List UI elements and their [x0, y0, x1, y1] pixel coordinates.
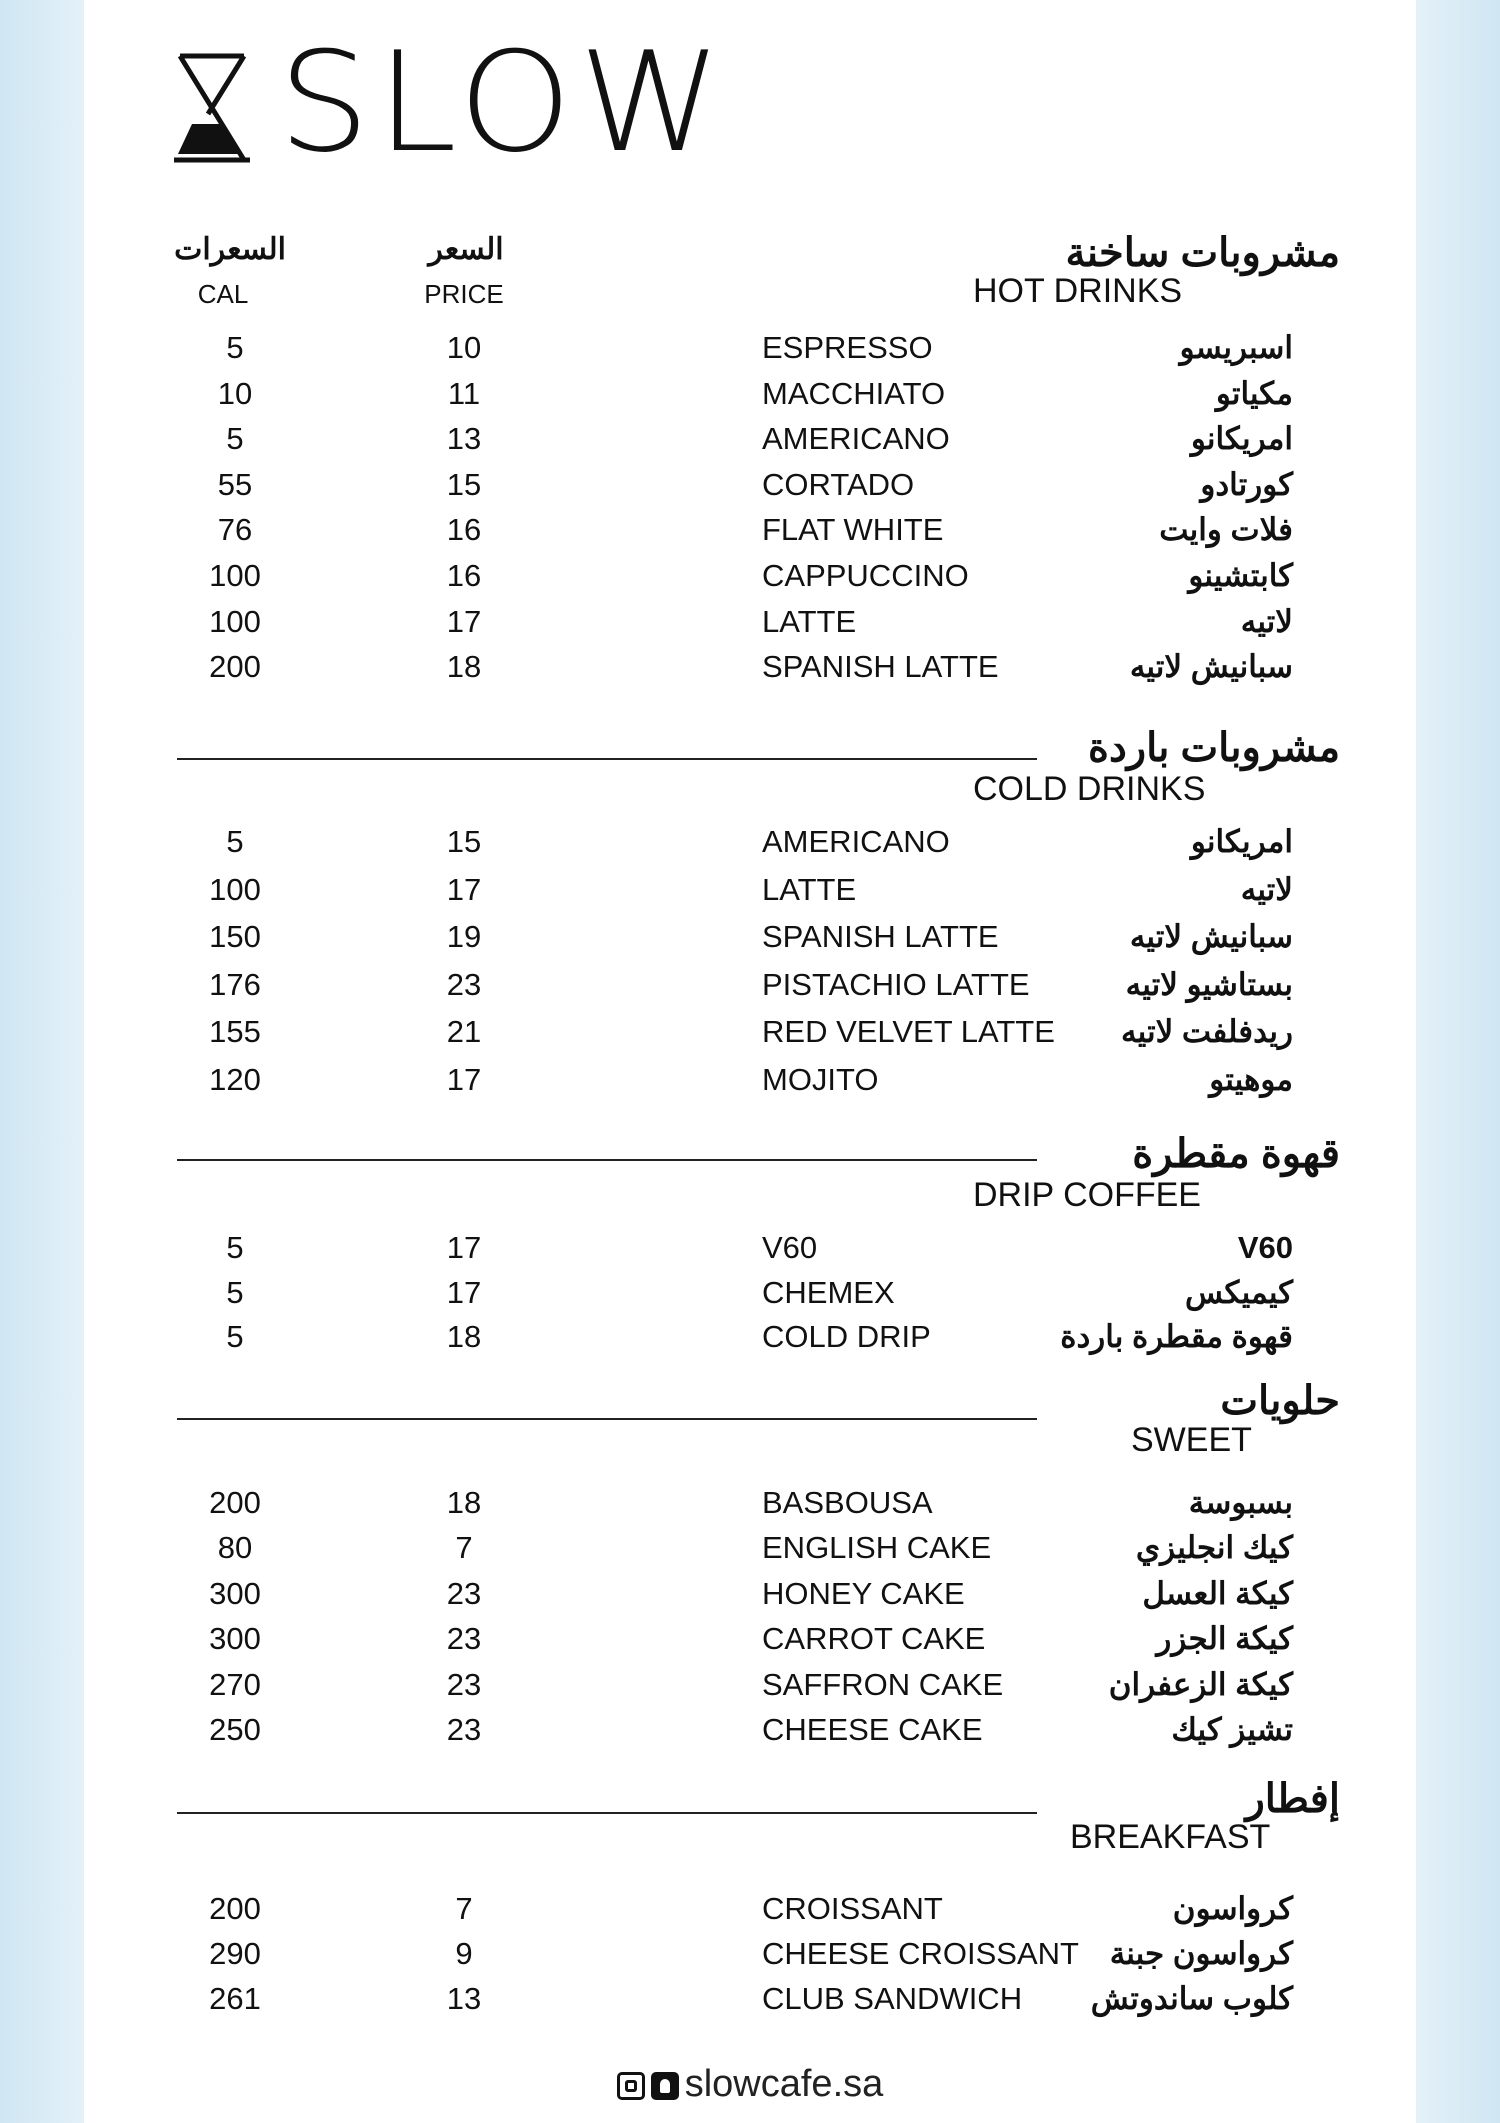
item-price: 9: [455, 1936, 473, 1971]
item-name-en: FLAT WHITE: [762, 512, 944, 547]
item-name-ar: لاتيه: [1240, 604, 1293, 639]
item-price: 23: [446, 1576, 482, 1611]
item-name-en: COLD DRIP: [762, 1319, 931, 1354]
item-price: 18: [446, 649, 482, 684]
menu-item-row: [0, 649, 1500, 689]
item-calories: 5: [226, 330, 244, 365]
item-price: 21: [446, 1014, 482, 1049]
section-divider: [177, 1812, 1037, 1814]
item-name-en: CAPPUCCINO: [762, 558, 969, 593]
item-price: 7: [455, 1891, 473, 1926]
item-calories: 76: [217, 512, 253, 547]
item-name-ar: امريكانو: [1190, 824, 1293, 859]
item-name-ar: موهيتو: [1209, 1062, 1293, 1097]
item-name-ar: كيميكس: [1184, 1275, 1293, 1310]
item-price: 11: [447, 376, 481, 411]
item-calories: 200: [209, 1485, 261, 1520]
item-name-en: RED VELVET LATTE: [762, 1014, 1055, 1049]
item-name-en: HONEY CAKE: [762, 1576, 965, 1611]
item-name-en: MOJITO: [762, 1062, 879, 1097]
item-calories: 100: [209, 558, 261, 593]
section-title-en: SWEET: [1131, 1421, 1252, 1459]
item-name-ar: بسبوسة: [1188, 1485, 1293, 1520]
menu-item-row: [0, 967, 1500, 1007]
section-divider: [177, 1159, 1037, 1161]
item-name-ar: مكياتو: [1215, 376, 1293, 411]
item-price: 15: [446, 467, 482, 502]
item-price: 17: [446, 1062, 482, 1097]
item-price: 18: [446, 1485, 482, 1520]
item-name-ar: تشيز كيك: [1171, 1712, 1293, 1747]
item-calories: 300: [209, 1621, 261, 1656]
item-name-en: BASBOUSA: [762, 1485, 933, 1520]
menu-item-row: [0, 1981, 1500, 2021]
hourglass-logo-icon: [170, 52, 254, 164]
item-calories: 250: [209, 1712, 261, 1747]
item-name-en: V60: [762, 1230, 818, 1265]
item-calories: 5: [226, 824, 244, 859]
section-divider: [177, 758, 1037, 760]
item-name-ar: كلوب ساندوتش: [1090, 1981, 1293, 2016]
item-name-ar: كابتشينو: [1188, 558, 1293, 593]
item-name-ar: كيكة الزعفران: [1108, 1667, 1293, 1702]
item-calories: 200: [209, 649, 261, 684]
item-calories: 10: [217, 376, 253, 411]
menu-item-row: [0, 1576, 1500, 1616]
item-name-ar: امريكانو: [1190, 421, 1293, 456]
menu-item-row: [0, 376, 1500, 416]
item-price: 23: [446, 1667, 482, 1702]
menu-item-row: [0, 1712, 1500, 1752]
item-calories: 5: [226, 1319, 244, 1354]
item-price: 17: [446, 604, 482, 639]
menu-item-row: [0, 1621, 1500, 1661]
item-calories: 200: [209, 1891, 261, 1926]
item-name-ar: سبانيش لاتيه: [1129, 919, 1293, 954]
item-name-ar: ريدفلفت لاتيه: [1121, 1014, 1293, 1049]
cal-header-en: CAL: [197, 279, 249, 309]
item-name-en: ENGLISH CAKE: [762, 1530, 992, 1565]
item-price: 7: [455, 1530, 473, 1565]
menu-item-row: [0, 1062, 1500, 1102]
item-price: 13: [446, 1981, 482, 2016]
item-price: 23: [446, 1621, 482, 1656]
item-name-ar: كيكة الجزر: [1156, 1621, 1293, 1656]
menu-item-row: [0, 1530, 1500, 1570]
item-name-ar: لاتيه: [1240, 872, 1293, 907]
item-name-ar: كرواسون جبنة: [1109, 1936, 1293, 1971]
item-name-en: CORTADO: [762, 467, 915, 502]
item-price: 13: [446, 421, 482, 456]
section-title-ar: حلويات: [1220, 1379, 1340, 1423]
item-name-ar: كرواسون: [1172, 1891, 1293, 1926]
menu-item-row: [0, 330, 1500, 370]
item-price: 17: [446, 1275, 482, 1310]
section-title-en: COLD DRINKS: [973, 770, 1206, 808]
menu-item-row: [0, 872, 1500, 912]
section-title-en: BREAKFAST: [1070, 1818, 1271, 1856]
item-name-en: CHEESE CAKE: [762, 1712, 983, 1747]
section-title-ar: مشروبات ساخنة: [1065, 231, 1340, 275]
menu-item-row: [0, 1936, 1500, 1976]
item-calories: 5: [226, 421, 244, 456]
item-name-en: PISTACHIO LATTE: [762, 967, 1030, 1002]
item-name-ar: اسبريسو: [1179, 330, 1293, 365]
item-name-en: ESPRESSO: [762, 330, 933, 365]
footer: [0, 2063, 1500, 2106]
instagram-icon: [617, 2072, 645, 2100]
item-name-en: CHEMEX: [762, 1275, 895, 1310]
item-price: 17: [446, 872, 482, 907]
item-calories: 5: [226, 1275, 244, 1310]
item-price: 23: [446, 967, 482, 1002]
item-name-en: CARROT CAKE: [762, 1621, 986, 1656]
item-name-en: AMERICANO: [762, 824, 950, 859]
item-name-ar: قهوة مقطرة باردة: [1060, 1319, 1293, 1354]
item-calories: 290: [209, 1936, 261, 1971]
item-name-ar: كورتادو: [1200, 467, 1293, 502]
item-calories: 261: [209, 1981, 261, 2016]
menu-item-row: [0, 1014, 1500, 1054]
item-name-en: SAFFRON CAKE: [762, 1667, 1004, 1702]
menu-item-row: [0, 824, 1500, 864]
section-divider: [177, 1418, 1037, 1420]
item-calories: 300: [209, 1576, 261, 1611]
item-name-ar: سبانيش لاتيه: [1129, 649, 1293, 684]
item-price: 15: [446, 824, 482, 859]
item-price: 17: [446, 1230, 482, 1265]
item-name-en: SPANISH LATTE: [762, 649, 999, 684]
item-price: 16: [446, 558, 482, 593]
item-name-en: SPANISH LATTE: [762, 919, 999, 954]
menu-item-row: [0, 1667, 1500, 1707]
section-title-en: HOT DRINKS: [973, 272, 1183, 310]
menu-item-row: [0, 919, 1500, 959]
item-name-en: LATTE: [762, 872, 857, 907]
item-calories: 80: [217, 1530, 253, 1565]
menu-item-row: [0, 512, 1500, 552]
section-title-ar: مشروبات باردة: [1088, 726, 1340, 770]
item-name-en: CLUB SANDWICH: [762, 1981, 1023, 2016]
item-name-ar: V60: [1237, 1230, 1293, 1265]
item-name-ar: بستاشيو لاتيه: [1125, 967, 1293, 1002]
menu-item-row: [0, 1230, 1500, 1270]
item-calories: 176: [209, 967, 261, 1002]
item-calories: 100: [209, 604, 261, 639]
item-name-en: MACCHIATO: [762, 376, 946, 411]
item-name-en: CHEESE CROISSANT: [762, 1936, 1079, 1971]
brand-logo-text: SLOW: [278, 22, 729, 183]
item-name-en: CROISSANT: [762, 1891, 943, 1926]
item-calories: 55: [217, 467, 253, 502]
item-calories: 120: [209, 1062, 261, 1097]
price-header-ar: السعر: [428, 233, 504, 266]
item-name-en: AMERICANO: [762, 421, 950, 456]
item-calories: 5: [226, 1230, 244, 1265]
item-price: 16: [446, 512, 482, 547]
item-name-ar: كيك انجليزي: [1135, 1530, 1293, 1565]
menu-item-row: [0, 421, 1500, 461]
social-handle: slowcafe.sa: [684, 2063, 884, 2105]
menu-item-row: [0, 604, 1500, 644]
item-calories: 270: [209, 1667, 261, 1702]
item-name-ar: كيكة العسل: [1142, 1576, 1293, 1611]
menu-item-row: [0, 1891, 1500, 1931]
item-price: 18: [446, 1319, 482, 1354]
snapchat-icon: [651, 2072, 679, 2100]
item-calories: 100: [209, 872, 261, 907]
section-title-ar: إفطار: [1245, 1777, 1340, 1821]
menu-item-row: [0, 467, 1500, 507]
price-header-en: PRICE: [424, 279, 504, 309]
menu-item-row: [0, 1319, 1500, 1359]
item-price: 10: [446, 330, 482, 365]
menu-item-row: [0, 1275, 1500, 1315]
item-price: 19: [446, 919, 482, 954]
menu-item-row: [0, 558, 1500, 598]
item-name-en: LATTE: [762, 604, 857, 639]
cal-header-ar: السعرات: [174, 233, 286, 266]
item-calories: 150: [209, 919, 261, 954]
menu-item-row: [0, 1485, 1500, 1525]
item-name-ar: فلات وايت: [1159, 512, 1293, 547]
item-calories: 155: [209, 1014, 261, 1049]
section-title-ar: قهوة مقطرة: [1132, 1132, 1340, 1176]
item-price: 23: [446, 1712, 482, 1747]
section-title-en: DRIP COFFEE: [973, 1176, 1201, 1214]
